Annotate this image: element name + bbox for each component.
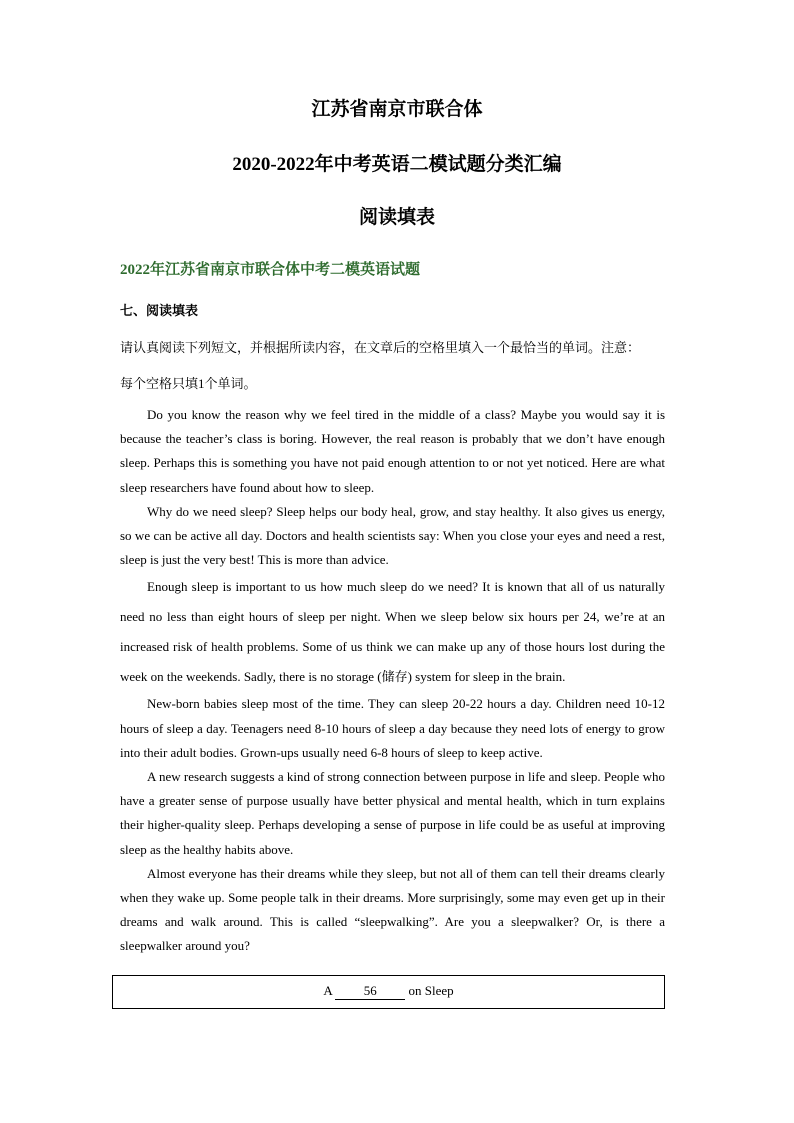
instruction-line-1: 请认真阅读下列短文，并根据所读内容，在文章后的空格里填入一个最恰当的单词。注意： — [120, 340, 641, 355]
table-title-suffix: on Sleep — [408, 983, 454, 998]
table-title-prefix: A — [323, 983, 333, 998]
passage-paragraph-1: Do you know the reason why we feel tired in the middle of a class? Maybe you would say it is because the teacher’s class is boring. However, the real reason is probably that we don’t have enough sleep. Perhaps this is something you have not paid enough attention to or not yet noticed. Here are what sleep researchers have found about how to sleep. — [120, 407, 665, 495]
part-title: 七、阅读填表 — [120, 303, 199, 318]
exam-section-heading: 2022年江苏省南京市联合体中考二模英语试题 — [120, 262, 421, 278]
instruction-line-2: 每个空格只填1个单词。 — [120, 376, 257, 391]
passage-paragraph-5: A new research suggests a kind of strong connection between purpose in life and sleep. People who have a greater sense of purpose usually have better physical and mental health, which in turn explains their higher-quality sleep. Perhaps developing a sense of purpose in life could be as useful at improving sleep as the healthy habits above. — [120, 769, 665, 857]
passage-paragraph-3: Enough sleep is important to us how much sleep do we need? It is known that all of us naturally need no less than eight hours of sleep per night. When we sleep below six hours per 24, we’re at an increased risk of health problems. Some of us think we can make up any of those hours lost during the week on the weekends. Sadly, there is no storage (储存) system for sleep in the brain. — [120, 579, 665, 685]
passage-paragraph-2: Why do we need sleep? Sleep helps our body heal, grow, and stay healthy. It also gives us energy, so we can be active all day. Doctors and health scientists say: When you close your eyes and need a rest, sleep is just the very best! This is more than advice. — [120, 503, 665, 568]
document-title-line2: 2020-2022年中考英语二模试题分类汇编 — [232, 154, 562, 175]
passage-paragraph-6: Almost everyone has their dreams while they sleep, but not all of them can tell their dreams clearly when they wake up. Some people talk in their dreams. More surprisingly, some may even get up in their dreams and walk around. This is called “sleepwalking”. Are you a sleepwalker? Or, is there a sleepwalker around you? — [120, 865, 665, 954]
document-title-line3: 阅读填表 — [358, 207, 435, 228]
reading-passage — [120, 403, 665, 959]
passage-paragraph-4: New-born babies sleep most of the time. They can sleep 20-22 hours a day. Children need 10-12 hours of sleep a day. Teenagers need 8-10 hours of sleep a day because they need lots of energy to grow into their adult bodies. Grown-ups usually need 6-8 hours of sleep to keep active. — [120, 696, 665, 760]
fill-in-table — [112, 975, 665, 1009]
document-title-line1: 江苏省南京市联合体 — [311, 99, 483, 120]
blank-56[interactable]: 56 — [335, 983, 405, 1000]
